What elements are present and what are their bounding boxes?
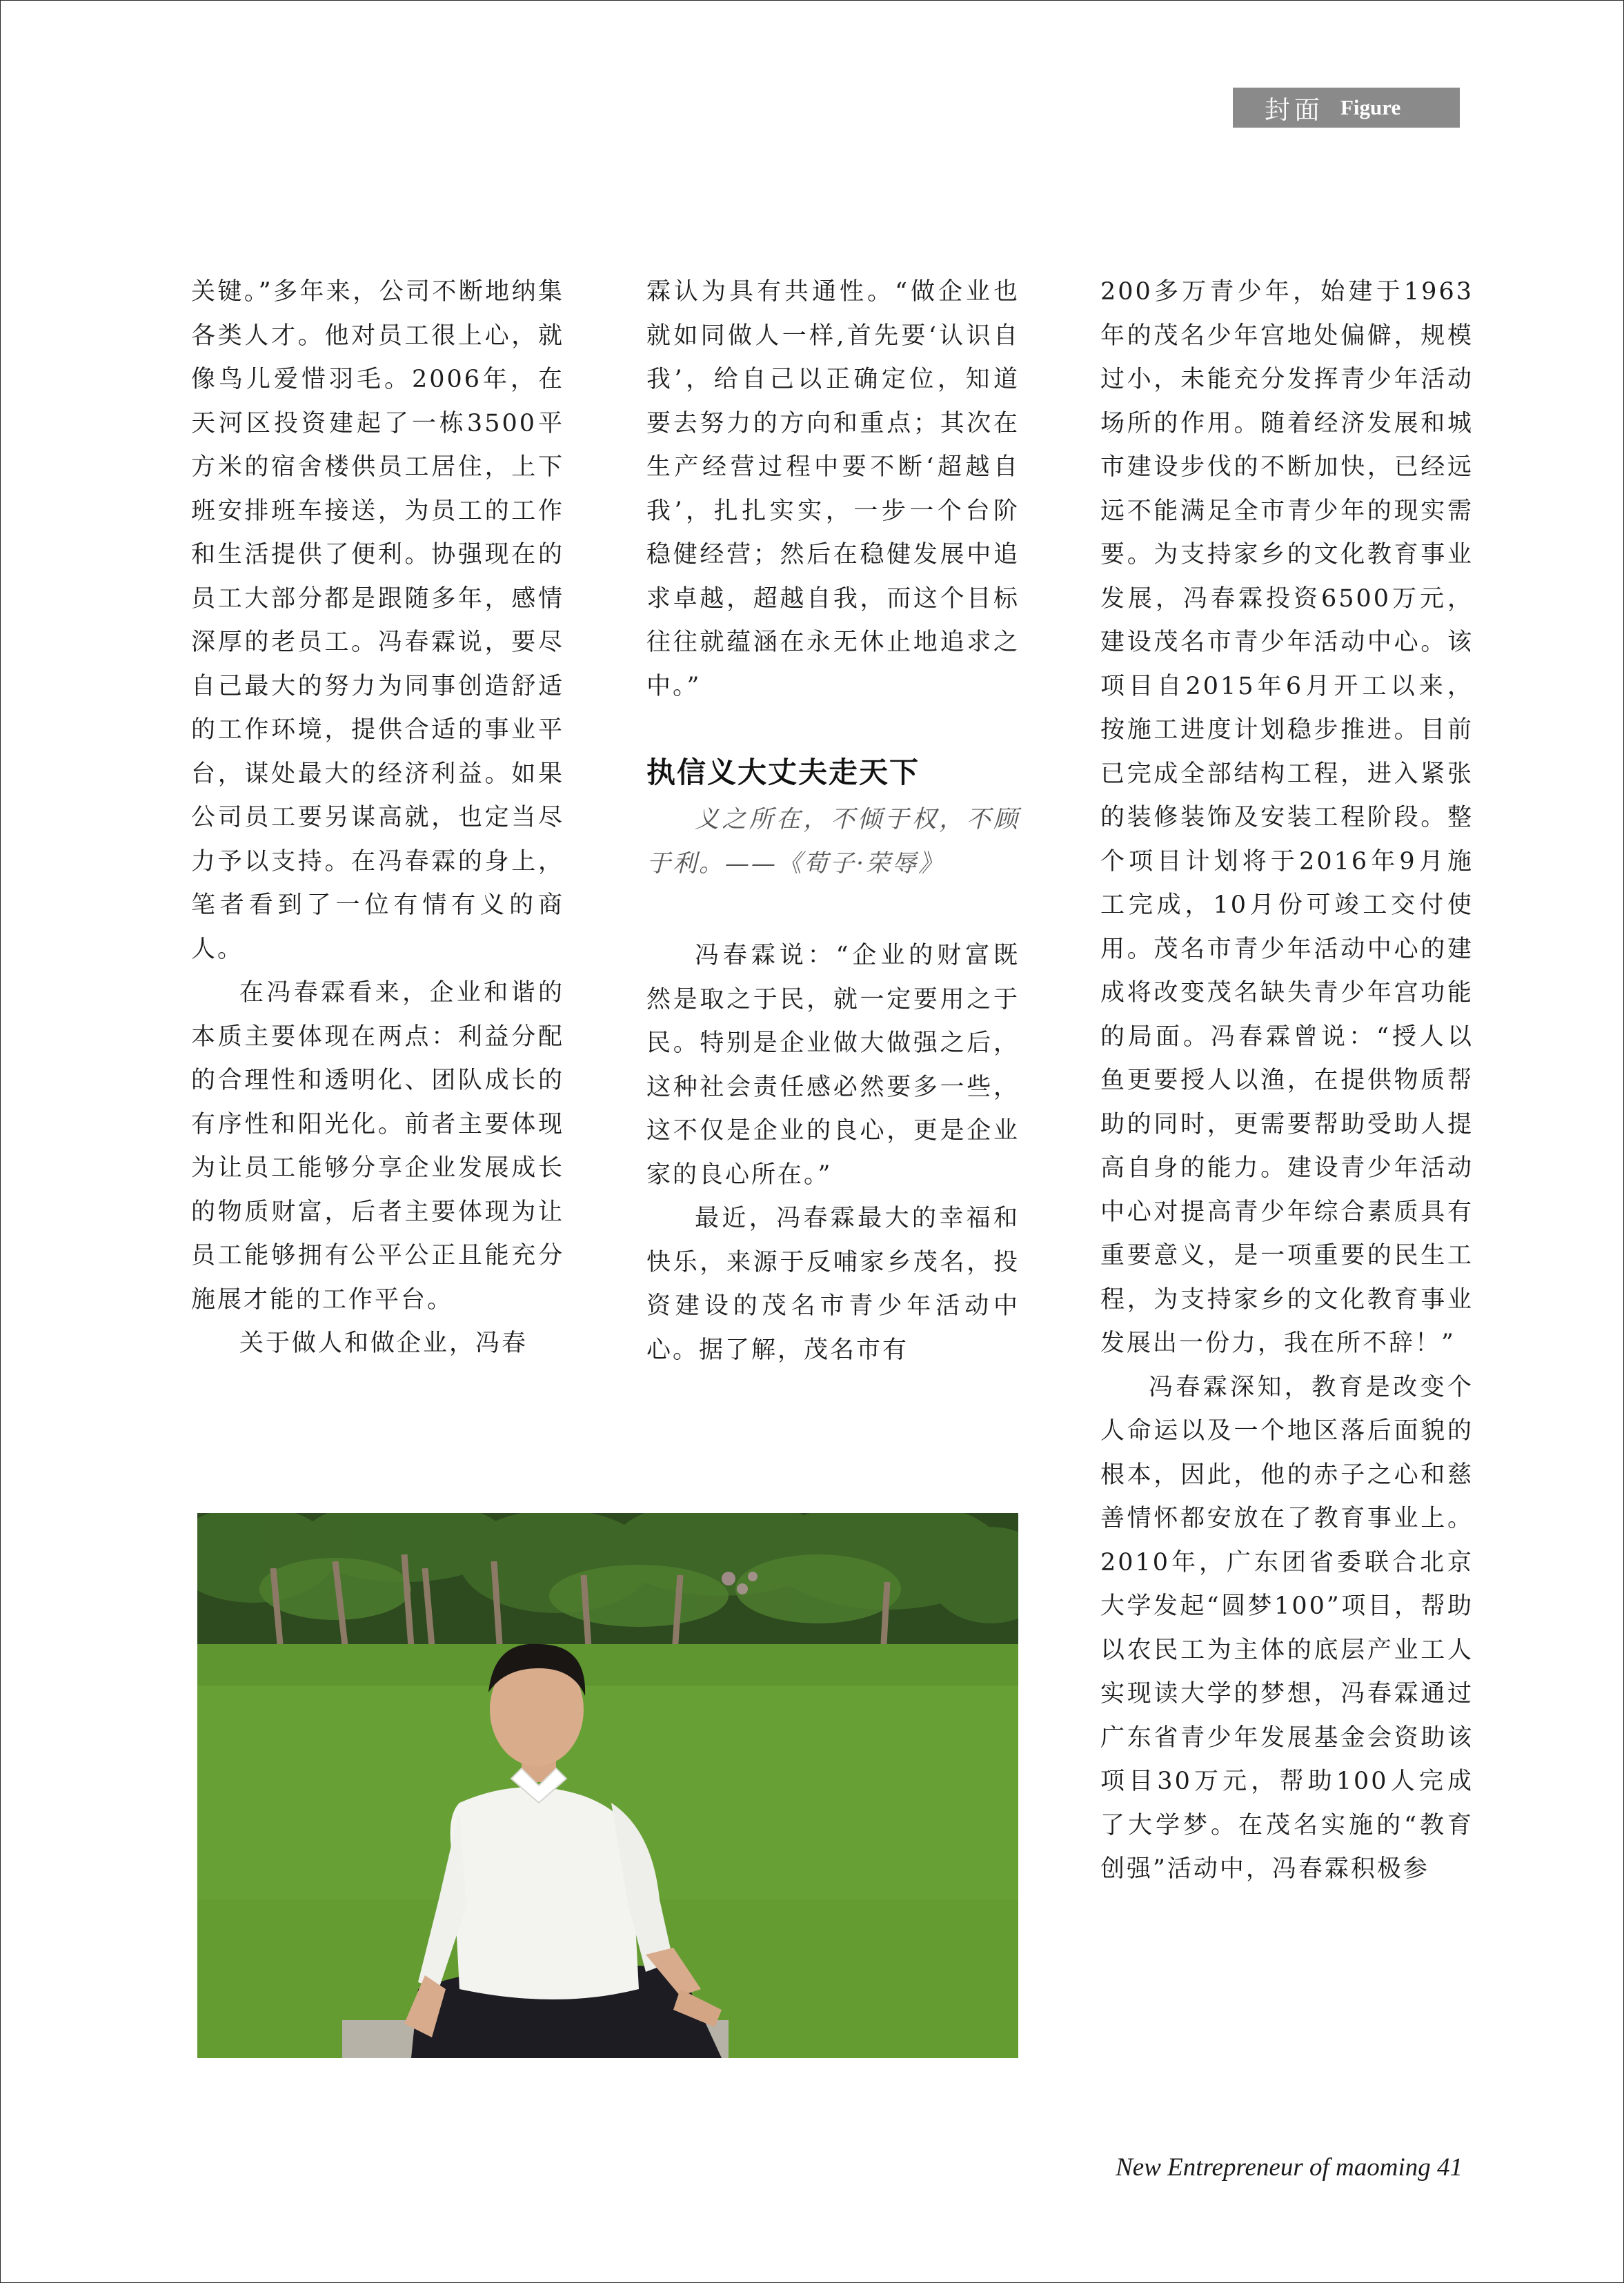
paragraph: 冯春霖深知，教育是改变个人命运以及一个地区落后面貌的根本，因此，他的赤子之心和慈善情怀都安放在了教育事业上。2010年，广东团省委联合北京大学发起“圆梦100”项目，帮助以农民工为主体的底层产业工人实现读大学的梦想，冯春霖通过广东省青少年发展基金会资助该项目30万元，帮助100人完成了大学梦。在茂名实施的“教育创强”活动中，冯春霖积极参: [1100, 1373, 1474, 1883]
article-column-3: [1100, 270, 1474, 1892]
page-footer: New Entrepreneur of maoming 41: [1116, 2153, 1463, 2182]
portrait-photo-illustration: [197, 1513, 1018, 2058]
paragraph: 关键。”多年来，公司不断地纳集各类人才。他对员工很上心，就像鸟儿爱惜羽毛。2006年，在天河区投资建起了一栋3500平方米的宿舍楼供员工居住，上下班安排班车接送，为员工的工作和生活提供了便利。协强现在的员工大部分都是跟随多年，感情深厚的老员工。冯春霖说，要尽自己最大的努力为同事创造舒适的工作环境，提供合适的事业平台，谋处最大的经济利益。如果公司员工要另谋高就，也定当尽力予以支持。在冯春霖的身上，笔者看到了一位有情有义的商人。: [191, 278, 564, 963]
paragraph: 关于做人和做企业，冯春: [239, 1330, 528, 1357]
paragraph: 在冯春霖看来，企业和谐的本质主要体现在两点：利益分配的合理性和透明化、团队成长的有序性和阳光化。前者主要体现为让员工能够分享企业发展成长的物质财富，后者主要体现为让员工能够拥有公平公正且能充分施展才能的工作平台。: [191, 979, 564, 1314]
section-tag-chinese: 封面: [1265, 95, 1324, 125]
paragraph: 霖认为具有共通性。“做企业也就如同做人一样,首先要‘认识自我’，给自己以正确定位，知道要去努力的方向和重点；其次在生产经营过程中要不断‘超越自我’，扎扎实实，一步一个台阶稳健经营；然后在稳健发展中追求卓越，超越自我，而这个目标往往就蕴涵在永无休止地追求之中。”: [646, 278, 1020, 700]
section-heading: 执信义大丈夫走天下: [646, 755, 920, 789]
article-column-2: [646, 270, 1020, 1372]
article-column-1: [191, 270, 564, 1366]
paragraph: 最近，冯春霖最大的幸福和快乐，来源于反哺家乡茂名，投资建设的茂名市青少年活动中心。据了解，茂名市有: [646, 1205, 1020, 1364]
paragraph: 200多万青少年，始建于1963年的茂名少年宫地处偏僻，规模过小，未能充分发挥青少年活动场所的作用。随着经济发展和城市建设步伐的不断加快，已经远远不能满足全市青少年的现实需要。为支持家乡的文化教育事业发展，冯春霖投资6500万元，建设茂名市青少年活动中心。该项目自2015年6月开工以来，按施工进度计划稳步推进。目前已完成全部结构工程，进入紧张的装修装饰及安装工程阶段。整个项目计划将于2016年9月施工完成，10月份可竣工交付使用。茂名市青少年活动中心的建成将改变茂名缺失青少年宫功能的局面。冯春霖曾说：“授人以鱼更要授人以渔，在提供物质帮助的同时，更需要帮助受助人提高自身的能力。建设青少年活动中心对提高青少年综合素质具有重要意义，是一项重要的民生工程，为支持家乡的文化教育事业发展出一份力，我在所不辞！”: [1100, 278, 1474, 1357]
portrait-photo: [197, 1513, 1018, 2058]
epigraph-quote: 义之所在，不倾于权，不顾于利。——《荀子·荣辱》: [646, 806, 1020, 878]
section-tag: [1233, 88, 1460, 128]
paragraph: 冯春霖说：“企业的财富既然是取之于民，就一定要用之于民。特别是企业做大做强之后，这种社会责任感必然要多一些，这不仅是企业的良心，更是企业家的良心所在。”: [646, 942, 1020, 1189]
section-tag-english: Figure: [1340, 95, 1401, 119]
